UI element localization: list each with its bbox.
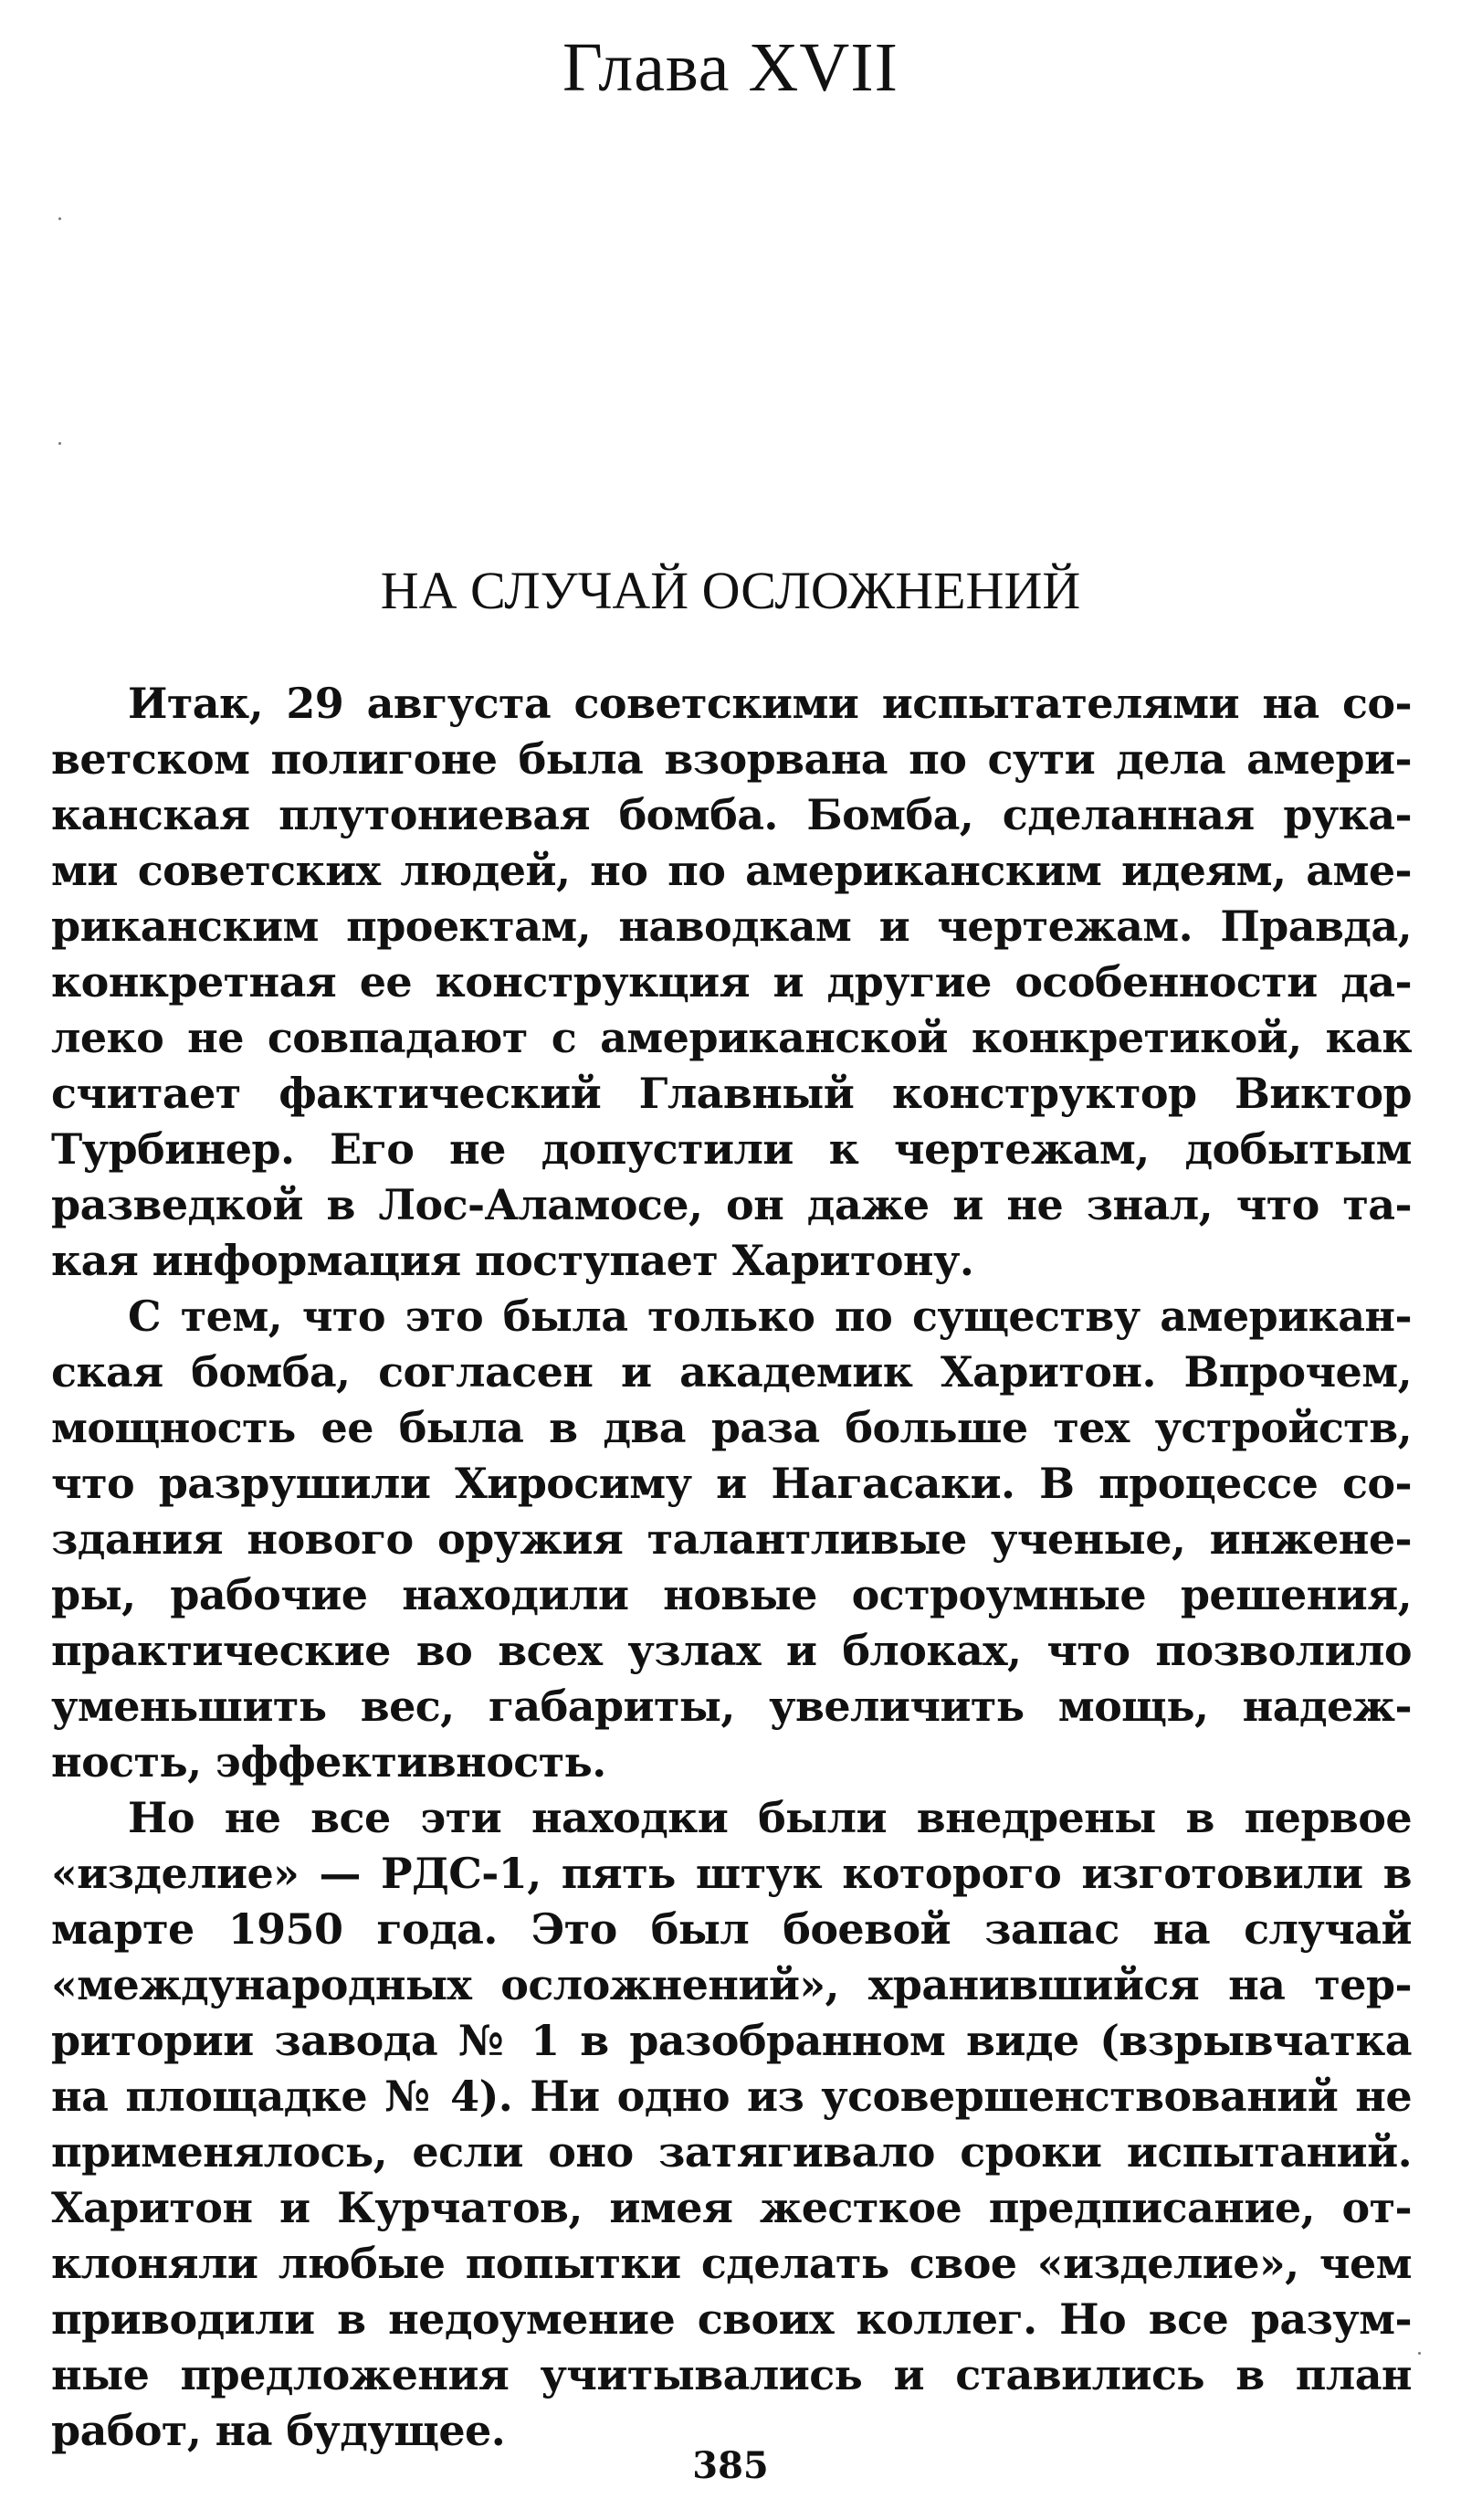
text-line: здания нового оружия талантливые ученые, инжене- (51, 1514, 1412, 1564)
text-line: Но не все эти находки были внедрены в первое (128, 1793, 1412, 1842)
paragraph (51, 1790, 1412, 2459)
text-line: применялось, если оно затягивало сроки испытаний. (51, 2127, 1412, 2177)
scan-speck (1418, 2352, 1421, 2355)
text-line: ветском полигоне была взорвана по сути дела амери- (51, 734, 1412, 784)
text-line: мощность ее была в два раза больше тех устройств, (51, 1403, 1412, 1452)
text-line: работ, на будущее. (51, 2406, 506, 2455)
body-text (51, 676, 1412, 2459)
section-title: НА СЛУЧАЙ ОСЛОЖНЕНИЙ (380, 561, 1081, 620)
text-line: на площадке № 4). Ни одно из усовершенствований не (51, 2072, 1412, 2121)
text-line: кая информация поступает Харитону. (51, 1236, 974, 1285)
text-line: приводили в недоумение своих коллег. Но все разум- (51, 2294, 1412, 2344)
text-line: Харитон и Курчатов, имея жесткое предписание, от- (51, 2183, 1412, 2232)
text-line: клоняли любые попытки сделать свое «изделие», чем (51, 2239, 1412, 2288)
text-line: риканским проектам, наводкам и чертежам. Правда, (51, 902, 1412, 951)
text-line: ры, рабочие находили новые остроумные решения, (51, 1570, 1412, 1619)
text-line: «международных осложнений», хранившийся на тер- (51, 1960, 1412, 2009)
text-line: ные предложения учитывались и ставились в план (51, 2350, 1412, 2399)
text-line: ская бомба, согласен и академик Харитон. Впрочем, (51, 1347, 1412, 1397)
scan-speck (58, 217, 61, 220)
text-line: практические во всех узлах и блоках, что позволило (51, 1626, 1412, 1675)
text-line: ность, эффективность. (51, 1737, 606, 1787)
text-line: «изделие» — РДС-1, пять штук которого изготовили в (51, 1849, 1412, 1898)
text-line: леко не совпадают с американской конкретикой, как (51, 1013, 1412, 1062)
text-line: ми советских людей, но по американским идеям, аме- (51, 846, 1412, 895)
paragraph (51, 1289, 1412, 1790)
text-line: Итак, 29 августа советскими испытателями на со- (128, 679, 1412, 728)
text-line: разведкой в Лос-Аламосе, он даже и не знал, что та- (51, 1180, 1412, 1229)
page-number: 385 (692, 2444, 769, 2487)
text-line: что разрушили Хиросиму и Нагасаки. В процессе со- (51, 1459, 1412, 1508)
text-line: ритории завода № 1 в разобранном виде (взрывчатка (51, 2016, 1412, 2065)
text-line: конкретная ее конструкция и другие особенности да- (51, 957, 1412, 1007)
text-line: Турбинер. Его не допустили к чертежам, добытым (51, 1124, 1412, 1174)
chapter-heading: Глава XVII (562, 29, 899, 106)
text-line: уменьшить вес, габариты, увеличить мощь, надеж- (51, 1682, 1412, 1731)
paragraph (51, 676, 1412, 1289)
text-line: считает фактический Главный конструктор Виктор (51, 1069, 1412, 1118)
text-line: марте 1950 года. Это был боевой запас на случай (51, 1904, 1412, 1954)
scan-speck (58, 442, 61, 445)
text-line: С тем, что это была только по существу американ- (128, 1292, 1412, 1341)
text-line: канская плутониевая бомба. Бомба, сделанная рука- (51, 790, 1412, 839)
